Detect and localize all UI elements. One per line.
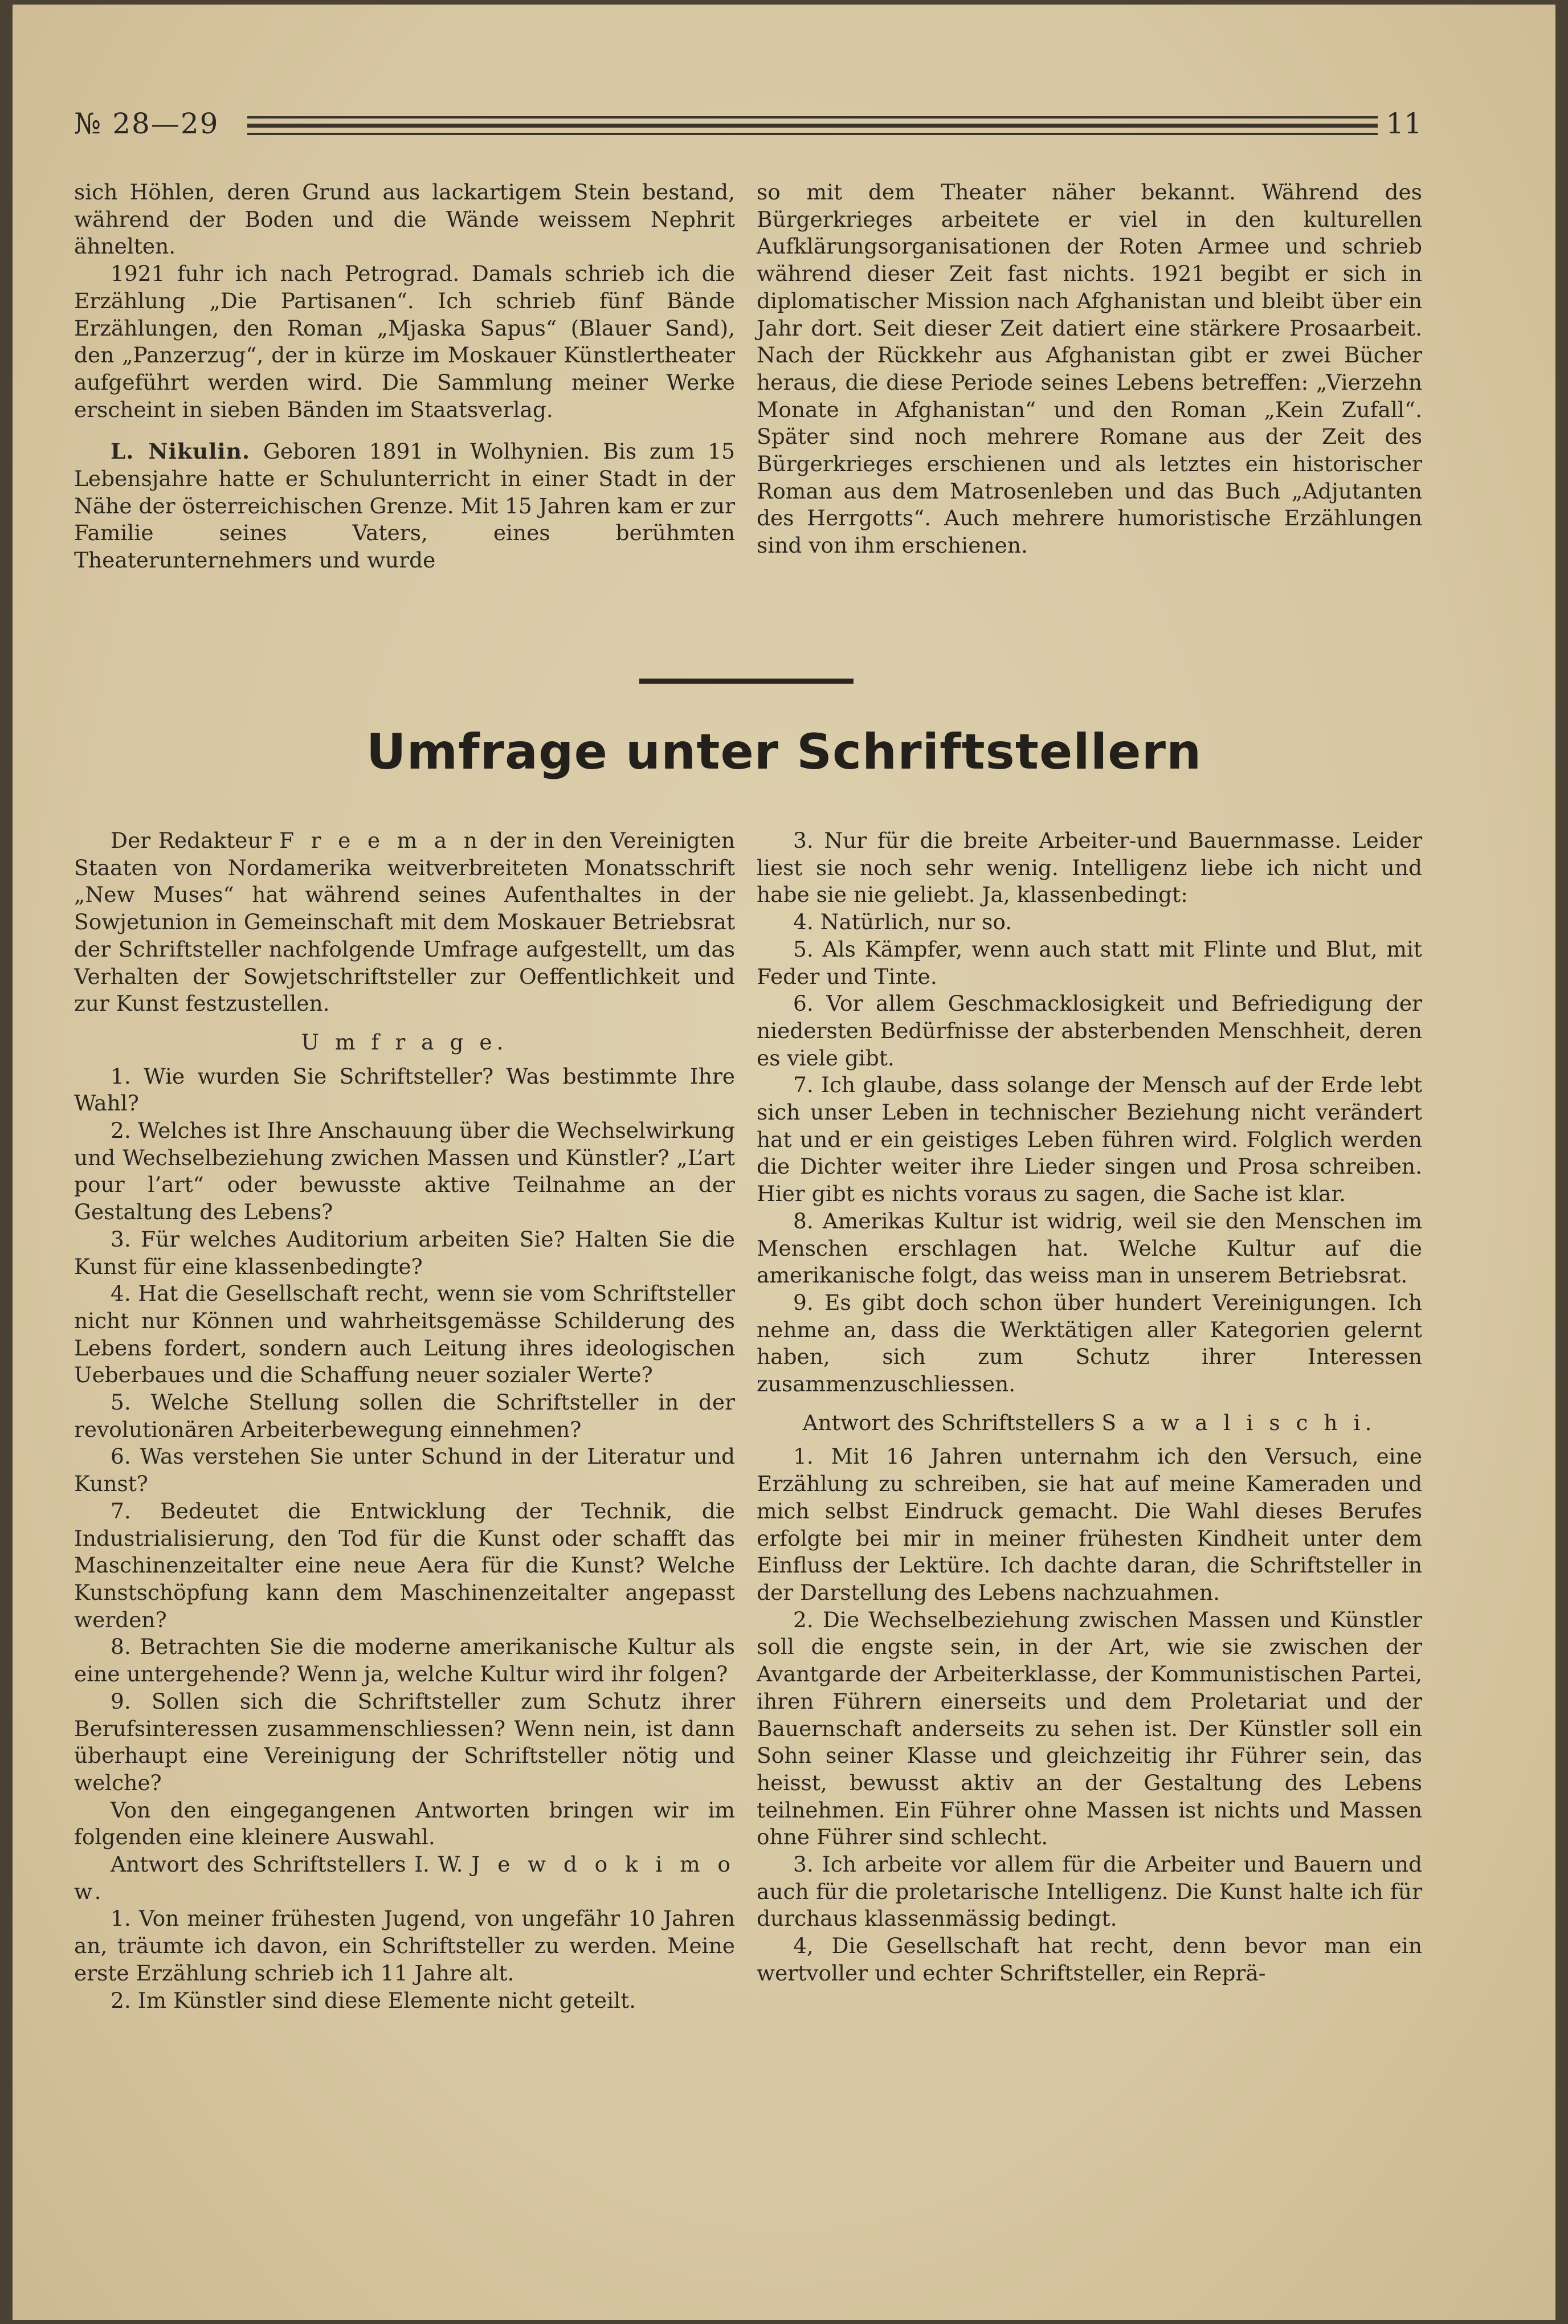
answer: 6. Vor allem Geschmacklosigkeit und Befriedigung der niedersten Bedürfnisse der absterbenden Menschheit, deren es viele gibt. <box>757 991 1422 1071</box>
editor-name: F r e e m a n <box>279 828 482 853</box>
answer: 5. Als Kämpfer, wenn auch statt mit Flinte und Blut, mit Feder und Tinte. <box>757 936 1422 989</box>
article-right-column <box>757 827 1422 1987</box>
section-divider <box>639 679 854 684</box>
section-heading: U m f r a g e. <box>301 1029 508 1055</box>
author-name: S a w a l i s c h i. <box>1101 1410 1377 1435</box>
answer: 2. Die Wechselbeziehung zwischen Massen und Künstler soll die engste sein, in der Art, wie sie zwischen der Avantgarde der Arbeiterklasse, der Kommunistischen Partei, ihren Führern einerseits und dem Proletariat und der Bauernschaft anderseits zu sehen ist. Der Künstler soll ein Sohn seiner Klasse und gleichzeitig ihr Führer sein, das heisst, bewusst aktiv an der Gestaltung des Lebens teilnehmen. Ein Führer ohne Massen ist nichts und Massen ohne Führer sind schlecht. <box>757 1607 1422 1850</box>
answer: 7. Ich glaube, dass solange der Mensch auf der Erde lebt sich unser Leben in technischer Beziehung nicht verändert hat und er ein geistiges Leben führen wird. Folglich werden die Dichter weiter ihre Lieder singen und Prosa schreiben. Hier gibt es nichts voraus zu sagen, die Sache ist klar. <box>757 1072 1422 1207</box>
page-number: 11 <box>1386 107 1422 140</box>
answer: 8. Amerikas Kultur ist widrig, weil sie den Menschen im Menschen erschlagen hat. Welche Kultur auf die amerikanische folgt, das weiss man in unserem Betriebsrat. <box>757 1208 1422 1288</box>
article-left-column <box>74 827 735 2014</box>
answer: 3. Ich arbeite vor allem für die Arbeiter und Bauern und auch für die proletarische Intelligenz. Die Kunst halte ich für durchaus klassenmässig bedingt. <box>757 1852 1422 1931</box>
question: 4. Hat die Gesellschaft recht, wenn sie vom Schriftsteller nicht nur Können und wahrheitsgemässe Schilderung des Lebens fordert, sondern auch Leitung ihres ideologischen Ueberbaues und die Schaffung neuer sozialer Werte? <box>74 1281 735 1388</box>
paragraph: Der Redakteur F r e e m a n der in den Vereinigten Staaten von Nordamerika weitverbreiteten Monatsschrift „New Muses“ hat während seines Aufenthaltes in der Sowjetunion in Gemeinschaft mit dem Moskauer Betriebsrat der Schriftsteller nachfolgende Umfrage aufgestellt, um das Verhalten der Sowjetschriftsteller zur Oeffentlichkeit und zur Kunst festzustellen. <box>74 828 736 1016</box>
answer: 9. Es gibt doch schon über hundert Vereinigungen. Ich nehme an, dass die Werktätigen aller Kategorien gelernt haben, sich zum Schutz ihrer Interessen zusammenzuschliessen. <box>757 1289 1422 1397</box>
paragraph: L. Nikulin. Geboren 1891 in Wolhynien. Bis zum 15 Lebensjahre hatte er Schulunterricht in einer Stadt in der Nähe der österreichischen Grenze. Mit 15 Jahren kam er zur Familie seines Vaters, eines berühmten Theaterunternehmers und wurde <box>74 439 735 573</box>
issue-number: № 28—29 <box>74 107 219 140</box>
author-name: J e w d o k i m o w. <box>74 1852 736 1904</box>
answer: 4. Natürlich, nur so. <box>793 909 1012 935</box>
header-rule <box>247 116 1378 140</box>
answer: 1. Von meiner frühesten Jugend, von ungefähr 10 Jahren an, träumte ich davon, ein Schriftsteller zu werden. Meine erste Erzählung schrieb ich 11 Jahre alt. <box>74 1906 735 1986</box>
answer: 1. Mit 16 Jahren unternahm ich den Versuch, eine Erzählung zu schreiben, sie hat auf meine Kameraden und mich selbst Eindruck gemacht. Die Wahl dieses Berufes erfolgte bei mir in meiner frühesten Kindheit unter dem Einfluss der Lektüre. Ich dachte daran, die Schriftsteller in der Darstellung des Lebens nachzuahmen. <box>757 1444 1422 1605</box>
answer: 4, Die Gesellschaft hat recht, denn bevor man ein wertvoller und echter Schriftsteller, ein Reprä- <box>757 1933 1422 1986</box>
answer-heading: Antwort des Schriftstellers S a w a l i s c h i. <box>802 1410 1377 1435</box>
answer: 3. Nur für die breite Arbeiter-und Bauernmasse. Leider liest sie noch sehr wenig. Intelligenz liebe ich nicht und habe sie nie geliebt. Ja, klassenbedingt: <box>757 828 1422 908</box>
answer: 2. Im Künstler sind diese Elemente nicht geteilt. <box>111 1987 636 2013</box>
top-right-column <box>757 179 1422 559</box>
magazine-page <box>13 5 1555 2320</box>
question: 3. Für welches Auditorium arbeiten Sie? Halten Sie die Kunst für eine klassenbedingte? <box>74 1226 735 1279</box>
question: 2. Welches ist Ihre Anschauung über die Wechselwirkung und Wechselbeziehung zwichen Massen und Künstler? „L’art pour l’art“ oder bewusste aktive Teilnahme an der Gestaltung des Lebens? <box>74 1118 735 1225</box>
paragraph: Von den eingegangenen Antworten bringen wir im folgenden eine kleinere Auswahl. <box>74 1797 735 1850</box>
page-header <box>74 103 1422 155</box>
question: 1. Wie wurden Sie Schriftsteller? Was bestimmte Ihre Wahl? <box>74 1063 735 1116</box>
question: 6. Was verstehen Sie unter Schund in der Literatur und Kunst? <box>74 1444 735 1497</box>
article-title: Umfrage unter Schriftstellern <box>366 724 1202 781</box>
top-left-column <box>74 179 735 574</box>
author-name: L. Nikulin. <box>111 439 251 464</box>
paragraph: sich Höhlen, deren Grund aus lackartigem Stein bestand, während der Boden und die Wände weissem Nephrit ähnelten. <box>74 179 735 259</box>
answer-heading: Antwort des Schriftstellers I. W. J e w d o k i m o w. <box>74 1852 736 1904</box>
question: 5. Welche Stellung sollen die Schriftsteller in der revolutionären Arbeiterbewegung einnehmen? <box>74 1390 735 1442</box>
question: 8. Betrachten Sie die moderne amerikanische Kultur als eine untergehende? Wenn ja, welche Kultur wird ihr folgen? <box>74 1634 735 1687</box>
question: 7. Bedeutet die Entwicklung der Technik, die Industrialisierung, den Tod für die Kunst oder schafft das Maschinenzeitalter eine neue Aera für die Kunst? Welche Kunstschöpfung kann dem Maschinenzeitalter angepasst werden? <box>74 1498 735 1632</box>
question: 9. Sollen sich die Schriftsteller zum Schutz ihrer Berufsinteressen zusammenschliessen? Wenn nein, ist dann überhaupt eine Vereinigung der Schriftsteller nötig und welche? <box>74 1688 735 1795</box>
paragraph: 1921 fuhr ich nach Petrograd. Damals schrieb ich die Erzählung „Die Partisanen“. Ich schrieb fünf Bände Erzählungen, den Roman „Mjaska Sapus“ (Blauer Sand), den „Panzerzug“, der in kürze im Moskauer Künstlertheater aufgeführt werden wird. Die Sammlung meiner Werke erscheint in sieben Bänden im Staatsverlag. <box>74 261 735 422</box>
paragraph: so mit dem Theater näher bekannt. Während des Bürgerkrieges arbeitete er viel in den kulturellen Aufklärungsorganisationen der Roten Armee und schrieb während dieser Zeit fast nichts. 1921 begibt er sich in diplomatischer Mission nach Afghanistan und bleibt über ein Jahr dort. Seit dieser Zeit datiert eine stärkere Prosaarbeit. Nach der Rückkehr aus Afghanistan gibt er zwei Bücher heraus, die diese Periode seines Lebens betreffen: „Vierzehn Monate in Afghanistan“ und den Roman „Kein Zufall“. Später sind noch mehrere Romane aus der Zeit des Bürgerkrieges erschienen und als letztes ein historischer Roman aus dem Matrosenleben und das Buch „Adjutanten des Herrgotts“. Auch mehrere humoristische Erzählungen sind von ihm erschienen. <box>757 179 1422 558</box>
